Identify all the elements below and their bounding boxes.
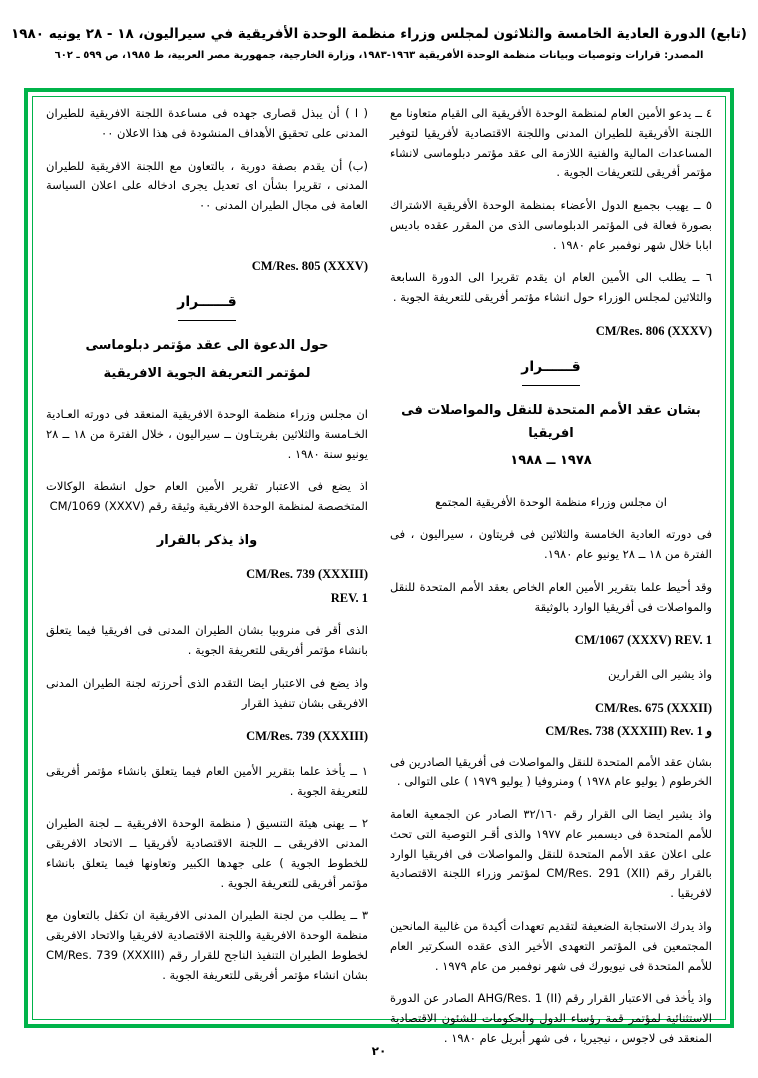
paragraph: بشان عقد الأمم المتحدة للنقل والمواصلات فى أفريقيا الصادرين فى الخرطوم ( يوليو عام ١٩٧٨ ) ومنروفيا ( يوليو ١٩٧٩ ) على التوالى . <box>390 754 712 789</box>
text-columns <box>36 100 722 1045</box>
heading-rule <box>522 385 580 386</box>
paragraph: ٦ ــ يطلب الى الأمين العام ان يقدم تقريرا الى الدورة السابعة والثلاثين لمجلس الوزراء حول انشاء مؤتمر أفريقى للتعريفة الجوية . <box>390 270 712 305</box>
resolution-number: CM/Res. 805 (XXXV) <box>251 258 368 273</box>
paragraph: واذ يضع فى الاعتبار ايضا التقدم الذى أحرزته لجنة الطيران المدنى الافريقى بشان تنفيذ القرار <box>46 675 368 710</box>
resolution-number: CM/Res. 739 (XXXIII) <box>246 567 368 582</box>
paragraph: (ب) أن يقدم بصفة دورية ، بالتعاون مع اللجنة الافريقية للطيران المدنى ، تقريرا بشأن اى تعديل يجرى ادخاله على اعلان السياسة العامة فى مجال الطيران المدنى ٠٠ <box>46 158 368 213</box>
paragraph: واذ يأخذ فى الاعتبار القرار رقم AHG/Res. 1 (II) الصادر عن الدورة الاستثنائية لمؤتمر قمة رؤساء الدول والحكومات للشئون الاقتصادية المنعقد فى لاجوس ، نيجيريا ، فى شهر أبريل عام ١٩٨٠ . <box>390 991 712 1045</box>
resolution-title-line-2: لمؤتمر التعريفة الجوية الافريقية <box>103 365 311 381</box>
resolution-title-line-1: بشان عقد الأمم المتحدة للنقل والمواصلات فى افريقيا <box>401 403 701 441</box>
section-heading-qarar: قــــــرار <box>521 359 581 376</box>
header-title: (تابع) الدورة العادية الخامسة والثلاثون لمجلس وزراء منظمة الوحدة الأفريقية في سيراليون، ١٨ - ٢٨ يونيه ١٩٨٠ <box>11 26 747 42</box>
paragraph: واذ يشير الى القرارين <box>608 666 712 681</box>
paragraph: ١ ــ يأخذ علما بتقرير الأمين العام فيما يتعلق بانشاء مؤتمر أفريقى للتعريفة الجوية . <box>46 763 368 798</box>
paragraph: ٤ ــ يدعو الأمين العام لمنظمة الوحدة الأفريقية الى القيام متعاونا مع اللجنة الأفريقية للطيران المدنى واللجنة الاقتصادية لأفريقيا لتوفير المساعدات المالية والفنية اللازمة الى عقد مؤتمر دبلوماسى لانشاء مؤتمر أفريقى للتعريفات الجوية . <box>390 106 712 180</box>
resolution-title-line-2: ١٩٧٨ ــ ١٩٨٨ <box>510 453 592 469</box>
resolution-number: CM/1067 (XXXV) REV. 1 <box>574 633 712 648</box>
resolution-number: و CM/Res. 738 (XXXIII) Rev. 1 <box>545 724 712 739</box>
page-footer <box>0 1044 758 1058</box>
paragraph: الذى أقر فى منروبيا بشان الطيران المدنى فى افريقيا فيما يتعلق بانشاء مؤتمر أفريقى للتعريفة الجوية . <box>46 623 368 658</box>
section-heading-qarar: قــــــرار <box>177 294 237 311</box>
paragraph: ان مجلس وزراء منظمة الوحدة الافريقية المنعقد فى دورته العـادية الخـامسة والثلاثين بفريتـاون ــ سيراليون ، خلال الفترة من ١٨ ــ ٢٨ يونيو سنة ١٩٨٠ . <box>46 407 368 461</box>
resolution-number: CM/Res. 739 (XXXIII) <box>246 729 368 744</box>
paragraph: ( ا ) أن يبذل قصارى جهده فى مساعدة اللجنة الافريقية للطيران المدنى على تحقيق الأهداف المنشودة فى هذا الاعلان ٠٠ <box>46 106 368 140</box>
paragraph: ٥ ــ يهيب بجميع الدول الأعضاء بمنظمة الوحدة الأفريقية الاشتراك بصورة فعالة فى المؤتمر الدبلوماسى الذى من المقرر عقده باديس ابابا خلال شهر نوفمبر عام ١٩٨٠ . <box>390 198 712 252</box>
header-source: المصدر: قرارات وتوصيات وبيانات منظمة الوحدة الأفريقية ١٩٦٣-١٩٨٣، وزارة الخارجية، جمهورية مصر العربية، ط ١٩٨٥، ص ٥٩٩ ـ ٦٠٢ <box>54 50 704 62</box>
paragraph: ٢ ــ يهنى هيئة التنسيق ( منظمة الوحدة الافريقية ــ لجنة الطيران المدنى الافريقى ــ اللجنة الاقتصادية لأفريقيا ــ الاتحاد الافريقى للخطوط الجوية ) على جهدها الكبير وتعاونها فيما يتعلق بانشاء مؤتمر أفريقى للتعريفة الجوية . <box>46 816 368 890</box>
resolution-number: CM/Res. 806 (XXXV) <box>595 323 712 338</box>
subheading-recalling: واذ يذكر بالقرار <box>156 532 258 548</box>
resolution-number: CM/Res. 675 (XXXII) <box>595 700 712 715</box>
paragraph: واذ يدرك الاستجابة الضعيفة لتقديم تعهدات أكيدة من غالبية المانحين المجتمعين فى المؤتمر التعهدى الأخير الذى عقده السكرتير العام للأمم المتحدة فى نيويورك فى شهر نوفمبر من عام ١٩٧٩ . <box>390 919 712 973</box>
resolution-revision: REV. 1 <box>330 590 368 605</box>
paragraph: ٣ ــ يطلب من لجنة الطيران المدنى الافريقية ان تكفل بالتعاون مع منظمة الوحدة الافريقية واللجنة الاقتصادية لافريقيا والاتحاد الافريقى لخطوط الطيران التنفيذ الناجح للقرار رقم CM/Res. 739 (XXXIII) بشان انشاء مؤتمر أفريقى للتعريفة الجوية . <box>46 908 368 982</box>
paragraph: واذ يشير ايضا الى القرار رقم ٣٢/١٦٠ الصادر عن الجمعية العامة للأمم المتحدة فى ديسمبر عام ١٩٧٧ والذى أقـر التوصية التى تحث على اعلان عقد الأمم المتحدة للنقل والمواصلات فى افريقيا الوارد بالقرار رقم CM/Res. 291 (XII) لمؤتمر وزراء اللجنة الاقتصادية لافريقيا . <box>390 807 712 901</box>
column-right <box>390 104 712 1045</box>
paragraph: وقد أحيط علما بتقرير الأمين العام الخاص بعقد الأمم المتحدة للنقل والمواصلات فى أفريقيا الوارد بالوثيقة <box>390 579 712 614</box>
paragraph: اذ يضع فى الاعتبار تقرير الأمين العام حول انشطة الوكالات المتخصصة لمنظمة الوحدة الافريقية وثيقة رقم CM/1069 (XXXV) <box>46 479 368 514</box>
page-header <box>0 24 758 61</box>
column-left <box>46 104 368 1012</box>
resolution-title-line-1: حول الدعوة الى عقد مؤتمر دبلوماسى <box>85 338 329 354</box>
heading-rule <box>178 320 236 321</box>
paragraph: فى دورته العادية الخامسة والثلاثين فى فريتاون ، سيراليون ، فى الفترة من ١٨ ــ ٢٨ يونيو عام ١٩٨٠. <box>390 527 712 562</box>
paragraph: ان مجلس وزراء منظمة الوحدة الأفريقية المجتمع <box>435 494 667 509</box>
page-number: ٢٠ <box>371 1044 387 1058</box>
